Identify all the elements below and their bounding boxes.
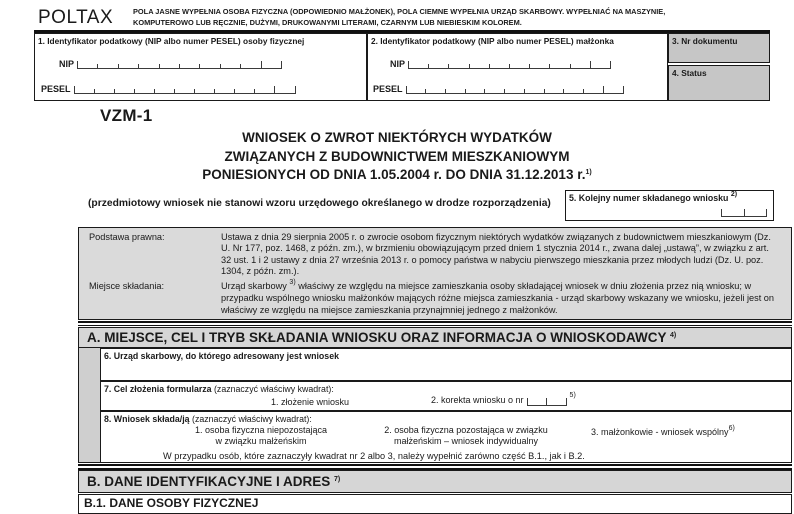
- footnote-ref-3: 3): [289, 279, 296, 286]
- legal-basis-label: Podstawa prawna:: [89, 232, 165, 242]
- header-note-line1: POLA JASNE WYPEŁNIA OSOBA FIZYCZNA (ODPOWIEDNIO MAŁŻONEK), POLA CIEMNE WYPEŁNIA URZĄD SKARBOWY. WYPEŁNIAĆ NA MASZYNIE,: [133, 7, 666, 16]
- spouse-pesel-field[interactable]: [406, 86, 624, 94]
- tax-office-box: [100, 348, 792, 381]
- nip-label: NIP: [390, 59, 406, 69]
- filing-place-label: Miejsce składania:: [89, 281, 165, 291]
- section-divider: [78, 321, 792, 326]
- taxpayer-pesel-field[interactable]: [74, 86, 296, 94]
- taxpayer-id-label: 1. Identyfikator podatkowy (NIP albo numer PESEL) osoby fizycznej: [38, 36, 305, 46]
- taxpayer-id-box: [34, 33, 367, 101]
- form-title-line3: PONIESIONYCH OD DNIA 1.05.2004 r. DO DNIA 31.12.2013 r.$^{1)}$: [202, 167, 592, 182]
- applicant-option-2[interactable]: 2. osoba fizyczna pozostająca w związku małżeńskim – wniosek indywidualny: [384, 425, 548, 446]
- form-title-line2: ZWIĄZANYCH Z BUDOWNICTWEM MIESZKANIOWYM: [224, 148, 570, 164]
- footnote-ref-2: 2): [730, 191, 738, 198]
- b1-header: B.1. DANE OSOBY FIZYCZNEJ: [78, 494, 792, 514]
- form-title: [0, 129, 794, 188]
- pesel-label: PESEL: [373, 84, 403, 94]
- applicant-note: W przypadku osób, które zaznaczyły kwadrat nr 2 albo 3, należy wypełnić zarówno część B.1., jak i B.2.: [163, 451, 585, 461]
- spouse-id-label: 2. Identyfikator podatkowy (NIP albo numer PESEL) małżonka: [371, 36, 614, 46]
- applicant-option-1[interactable]: 1. osoba fizyczna niepozostająca w związku małżeńskim: [194, 425, 328, 446]
- purpose-box: [100, 381, 792, 411]
- applicant-box: [100, 411, 792, 463]
- footnote-ref-7: 7): [334, 476, 341, 483]
- footnote-ref-5: 5): [569, 392, 576, 399]
- applicant-option-3[interactable]: 3. małżonkowie - wniosek wspólny$^{6)}$: [591, 425, 735, 437]
- header-note-line2: KOMPUTEROWO LUB RĘCZNIE, DUŻYMI, DRUKOWANYMI LITERAMI, CZARNYM LUB NIEBIESKIM KOLOREM.: [133, 17, 522, 27]
- footnote-ref-4: 4): [670, 332, 677, 339]
- submission-number-label: 5. Kolejny numer składanego wniosku $^{2)}$: [569, 191, 738, 203]
- legal-basis-panel: [78, 227, 792, 320]
- document-number-label: 3. Nr dokumentu: [672, 36, 738, 46]
- purpose-label: 7. Cel złożenia formularza (zaznaczyć właściwy kwadrat):: [104, 384, 334, 394]
- status-box: [668, 65, 770, 101]
- document-number-box: [668, 33, 770, 63]
- header-note: [133, 7, 773, 28]
- poltax-logo: POLTAX: [38, 7, 114, 28]
- tax-office-input-area[interactable]: [101, 361, 793, 381]
- form-subnote: (przedmiotowy wniosek nie stanowi wzoru urzędowego określanego w drodze rozporządzenia): [88, 198, 551, 209]
- filing-place-text: Urząd skarbowy $^{3)}$ właściwy ze względu na miejsce zamieszkania osoby składającej wniosek w dniu złożenia przez nią wniosku; w przypadku wspólnego wniosku małżonków mających różne miejsca zamieszkania - urząd skarbowy wskazany we wniosku, jeżeli jest on właściwy ze względu na miejsce zamieszkania przynajmniej jednego z małżonków.: [221, 279, 775, 315]
- pesel-label: PESEL: [41, 84, 71, 94]
- tax-office-label: 6. Urząd skarbowy, do którego adresowany jest wniosek: [104, 351, 339, 361]
- applicant-label: 8. Wniosek składa/ją (zaznaczyć właściwy kwadrat):: [104, 414, 312, 424]
- section-b-header: B. DANE IDENTYFIKACYJNE I ADRES $^{7)}$: [78, 470, 792, 493]
- submission-number-field[interactable]: [721, 209, 767, 217]
- taxpayer-nip-field[interactable]: [77, 61, 282, 69]
- submission-number-box: [565, 190, 774, 221]
- correction-number-field[interactable]: [527, 398, 567, 406]
- form-title-line1: WNIOSEK O ZWROT NIEKTÓRYCH WYDATKÓW: [242, 130, 552, 145]
- legal-basis-text: Ustawa z dnia 29 sierpnia 2005 r. o zwrocie osobom fizycznym niektórych wydatków związanych z budownictwem mieszkaniowym (Dz. U. Nr 177, poz. 1468, z późn. zm.), w brzmieniu obowiązującym przed dniem 1 stycznia 2014 r., zwana dalej „ustawą”, w związku z art. 32 ust. 1 i 2 ustawy z dnia 27 września 2013 r. o pomocy państwa w nabyciu pierwszego mieszkania przez młodych ludzi (Dz. U. poz. 1304, z późn. zm.).: [221, 232, 771, 277]
- status-label: 4. Status: [672, 68, 707, 78]
- nip-label: NIP: [59, 59, 75, 69]
- purpose-option-2[interactable]: 2. korekta wniosku o nr 5): [431, 392, 576, 405]
- section-a-side-strip: [78, 348, 100, 463]
- footnote-ref-1: 1): [585, 169, 592, 176]
- identifier-row: [34, 30, 770, 98]
- form-symbol: VZM-1: [100, 106, 153, 125]
- footnote-ref-6: 6): [728, 425, 735, 432]
- section-a-header: A. MIEJSCE, CEL I TRYB SKŁADANIA WNIOSKU ORAZ INFORMACJA O WNIOSKODAWCY $^{4)}$: [78, 327, 792, 348]
- purpose-option-1[interactable]: 1. złożenie wniosku: [271, 397, 350, 407]
- spouse-id-box: [367, 33, 668, 101]
- spouse-nip-field[interactable]: [408, 61, 611, 69]
